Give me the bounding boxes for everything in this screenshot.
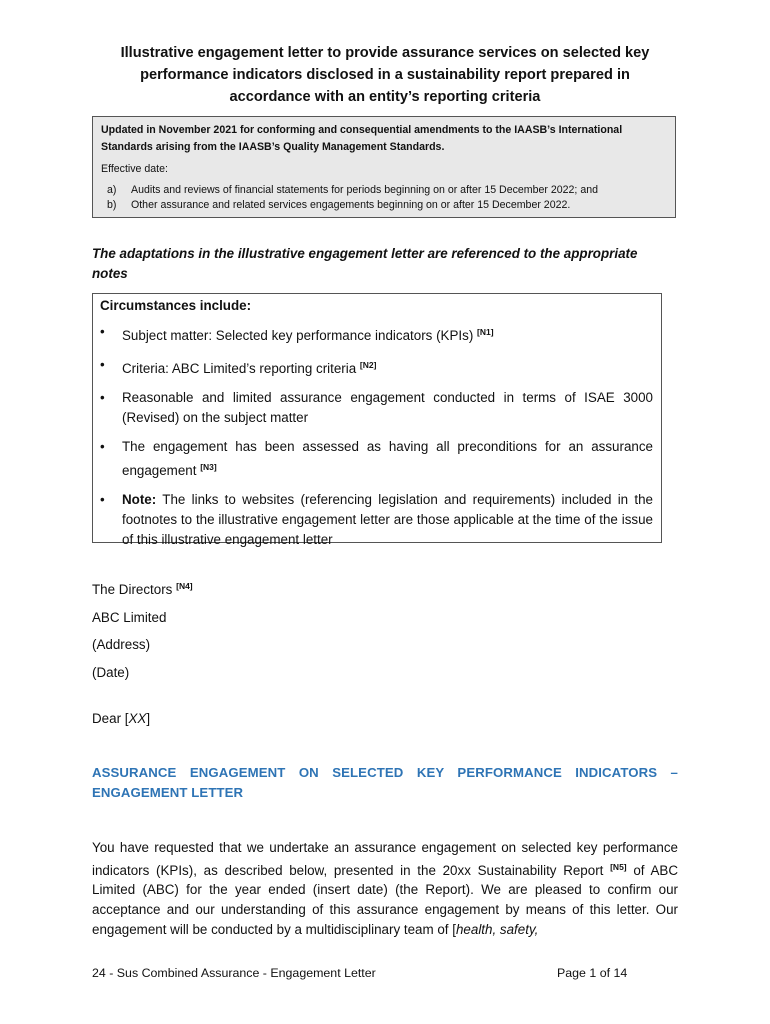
bullet-icon: • xyxy=(100,492,105,507)
effective-date-list xyxy=(101,183,667,213)
list-item xyxy=(100,355,653,379)
bullet-icon: • xyxy=(100,390,105,405)
bullet-icon: • xyxy=(100,439,105,454)
list-item-text: Audits and reviews of financial statements for periods beginning on or after 15 December 2022; and xyxy=(131,184,598,196)
body-paragraph: You have requested that we undertake an assurance engagement on selected key performance indicators (KPIs), as described below, presented in the 20xx Sustainability Report [N5] of ABC Limited (ABC) for the year ended (insert date) (the Report). We are pleased to confirm our acceptance and our understanding of this assurance engagement by means of this letter. Our engagement will be conducted by a multidisciplinary team of [health, safety, xyxy=(92,840,678,937)
adaptations-heading xyxy=(92,244,682,284)
address-address: (Address) xyxy=(92,637,151,652)
list-item-text: Reasonable and limited assurance engagement conducted in terms of ISAE 3000 (Revised) on the subject matter xyxy=(122,390,653,425)
list-item-text: The links to websites (referencing legislation and requirements) included in the footnotes to the illustrative engagement letter are those applicable at the time of the issue of this illustrative engagement letter xyxy=(122,492,654,547)
bullet-icon: • xyxy=(100,357,105,372)
effective-date-label: Effective date: xyxy=(101,163,168,175)
footnote-ref: [N5] xyxy=(610,861,627,872)
list-item-text: Subject matter: Selected key performance indicators (KPIs) xyxy=(122,328,474,343)
list-item xyxy=(101,183,667,198)
adaptations-line-1: The adaptations in the illustrative engagement letter are referenced to the appropriate xyxy=(92,246,638,261)
list-item-text: Other assurance and related services engagements beginning on or after 15 December 2022. xyxy=(131,199,571,211)
address-date: (Date) xyxy=(92,664,130,680)
list-item xyxy=(100,322,653,346)
list-item xyxy=(100,490,653,550)
footnote-ref: [N2] xyxy=(359,360,377,370)
recipient-address xyxy=(92,573,193,686)
footer-page-number: Page 1 of 14 xyxy=(557,966,628,980)
footnote-ref: [N3] xyxy=(200,462,217,472)
salutation-name: XX xyxy=(128,711,147,726)
address-company: ABC Limited xyxy=(92,609,167,625)
list-item-text: The engagement has been assessed as having all preconditions for an assurance engagement xyxy=(122,439,653,478)
update-notice-line-1: Updated in November 2021 for conforming and consequential amendments to the IAASB’s International xyxy=(101,124,623,136)
circumstances-list xyxy=(100,322,653,550)
footnote-ref: [N1] xyxy=(477,327,494,337)
note-lead: Note: xyxy=(122,492,157,507)
list-item xyxy=(100,388,653,428)
address-directors: The Directors xyxy=(92,582,173,597)
title-line-3: accordance with an entity’s reporting criteria xyxy=(229,89,541,105)
bullet-icon: • xyxy=(100,324,105,339)
list-item-label: b) xyxy=(107,199,117,211)
list-item xyxy=(101,198,667,213)
update-notice-line-2: Standards arising from the IAASB’s Quality Management Standards. xyxy=(101,141,445,153)
title-line-2: performance indicators disclosed in a sustainability report prepared in xyxy=(140,67,630,83)
circumstances-heading: Circumstances include: xyxy=(100,298,252,313)
update-notice-box xyxy=(92,116,676,218)
list-item xyxy=(100,437,653,481)
footer-document-name: 24 - Sus Combined Assurance - Engagement Letter xyxy=(92,966,376,980)
footnote-ref: [N4] xyxy=(176,581,193,591)
circumstances-box xyxy=(92,293,662,547)
list-item-label: a) xyxy=(107,184,117,196)
list-item-text: Criteria: ABC Limited’s reporting criteria xyxy=(122,361,357,376)
salutation: Dear [XX] xyxy=(92,711,151,726)
adaptations-line-2: notes xyxy=(92,266,128,281)
section-heading: ASSURANCE ENGAGEMENT ON SELECTED KEY PERFORMANCE INDICATORS – ENGAGEMENT LETTER xyxy=(92,765,678,800)
title-line-1: Illustrative engagement letter to provide assurance services on selected key xyxy=(120,45,650,61)
document-title xyxy=(92,42,678,108)
